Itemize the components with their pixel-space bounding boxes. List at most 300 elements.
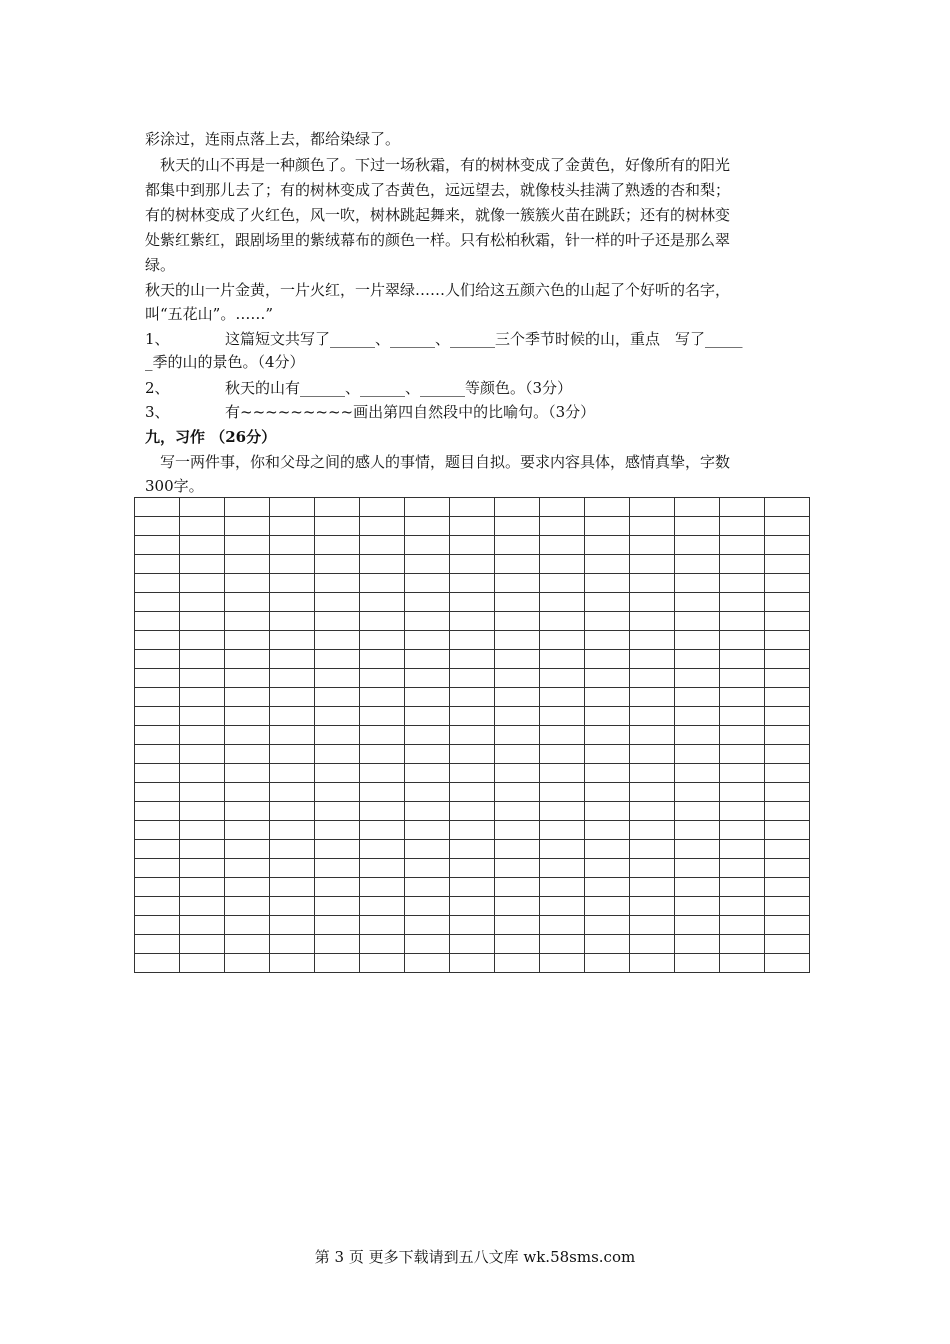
grid-cell[interactable] [450, 517, 495, 536]
grid-cell[interactable] [540, 669, 585, 688]
grid-cell[interactable] [720, 897, 765, 916]
grid-cell[interactable] [180, 669, 225, 688]
grid-cell[interactable] [135, 878, 180, 897]
grid-cell[interactable] [180, 574, 225, 593]
grid-cell[interactable] [585, 802, 630, 821]
grid-cell[interactable] [180, 783, 225, 802]
grid-cell[interactable] [225, 840, 270, 859]
grid-cell[interactable] [270, 878, 315, 897]
grid-cell[interactable] [225, 631, 270, 650]
grid-cell[interactable] [135, 593, 180, 612]
grid-cell[interactable] [315, 802, 360, 821]
grid-cell[interactable] [270, 707, 315, 726]
grid-cell[interactable] [765, 859, 810, 878]
grid-cell[interactable] [585, 783, 630, 802]
grid-cell[interactable] [225, 498, 270, 517]
grid-cell[interactable] [675, 650, 720, 669]
grid-cell[interactable] [180, 536, 225, 555]
grid-cell[interactable] [315, 707, 360, 726]
grid-cell[interactable] [540, 802, 585, 821]
grid-cell[interactable] [315, 897, 360, 916]
grid-cell[interactable] [540, 536, 585, 555]
grid-cell[interactable] [765, 745, 810, 764]
grid-cell[interactable] [675, 612, 720, 631]
grid-cell[interactable] [135, 916, 180, 935]
grid-cell[interactable] [630, 631, 675, 650]
grid-cell[interactable] [135, 764, 180, 783]
grid-cell[interactable] [450, 574, 495, 593]
grid-cell[interactable] [585, 650, 630, 669]
grid-cell[interactable] [405, 707, 450, 726]
grid-cell[interactable] [315, 517, 360, 536]
grid-cell[interactable] [135, 821, 180, 840]
grid-cell[interactable] [585, 498, 630, 517]
grid-cell[interactable] [495, 517, 540, 536]
grid-cell[interactable] [675, 688, 720, 707]
grid-cell[interactable] [360, 631, 405, 650]
grid-cell[interactable] [225, 954, 270, 973]
grid-cell[interactable] [585, 612, 630, 631]
grid-cell[interactable] [225, 536, 270, 555]
grid-cell[interactable] [765, 593, 810, 612]
grid-cell[interactable] [360, 783, 405, 802]
grid-cell[interactable] [270, 593, 315, 612]
grid-cell[interactable] [225, 802, 270, 821]
grid-cell[interactable] [225, 878, 270, 897]
grid-cell[interactable] [405, 840, 450, 859]
grid-cell[interactable] [720, 859, 765, 878]
grid-cell[interactable] [225, 688, 270, 707]
grid-cell[interactable] [540, 764, 585, 783]
grid-cell[interactable] [450, 555, 495, 574]
grid-cell[interactable] [315, 726, 360, 745]
grid-cell[interactable] [720, 688, 765, 707]
grid-cell[interactable] [630, 821, 675, 840]
grid-cell[interactable] [405, 764, 450, 783]
grid-cell[interactable] [630, 555, 675, 574]
grid-cell[interactable] [180, 821, 225, 840]
grid-cell[interactable] [225, 783, 270, 802]
grid-cell[interactable] [360, 821, 405, 840]
grid-cell[interactable] [495, 726, 540, 745]
grid-cell[interactable] [675, 821, 720, 840]
grid-cell[interactable] [585, 726, 630, 745]
grid-cell[interactable] [405, 574, 450, 593]
grid-cell[interactable] [270, 536, 315, 555]
grid-cell[interactable] [540, 840, 585, 859]
grid-cell[interactable] [135, 859, 180, 878]
grid-cell[interactable] [450, 764, 495, 783]
grid-cell[interactable] [495, 498, 540, 517]
grid-cell[interactable] [225, 859, 270, 878]
grid-cell[interactable] [540, 897, 585, 916]
grid-cell[interactable] [135, 840, 180, 859]
grid-cell[interactable] [180, 802, 225, 821]
grid-cell[interactable] [720, 574, 765, 593]
grid-cell[interactable] [315, 764, 360, 783]
grid-cell[interactable] [495, 555, 540, 574]
grid-cell[interactable] [540, 916, 585, 935]
grid-cell[interactable] [540, 574, 585, 593]
grid-cell[interactable] [270, 897, 315, 916]
grid-cell[interactable] [180, 916, 225, 935]
grid-cell[interactable] [315, 650, 360, 669]
grid-cell[interactable] [405, 669, 450, 688]
grid-cell[interactable] [180, 878, 225, 897]
grid-cell[interactable] [405, 650, 450, 669]
grid-cell[interactable] [270, 840, 315, 859]
grid-cell[interactable] [675, 935, 720, 954]
grid-cell[interactable] [135, 536, 180, 555]
grid-cell[interactable] [450, 688, 495, 707]
grid-cell[interactable] [585, 764, 630, 783]
grid-cell[interactable] [585, 897, 630, 916]
grid-cell[interactable] [720, 707, 765, 726]
grid-cell[interactable] [270, 669, 315, 688]
grid-cell[interactable] [675, 631, 720, 650]
grid-cell[interactable] [360, 954, 405, 973]
grid-cell[interactable] [270, 574, 315, 593]
grid-cell[interactable] [270, 650, 315, 669]
grid-cell[interactable] [225, 650, 270, 669]
grid-cell[interactable] [540, 612, 585, 631]
grid-cell[interactable] [765, 726, 810, 745]
grid-cell[interactable] [315, 574, 360, 593]
grid-cell[interactable] [585, 555, 630, 574]
grid-cell[interactable] [405, 688, 450, 707]
grid-cell[interactable] [225, 821, 270, 840]
grid-cell[interactable] [585, 517, 630, 536]
grid-cell[interactable] [270, 783, 315, 802]
grid-cell[interactable] [765, 802, 810, 821]
grid-cell[interactable] [765, 574, 810, 593]
grid-cell[interactable] [315, 688, 360, 707]
grid-cell[interactable] [675, 669, 720, 688]
grid-cell[interactable] [405, 517, 450, 536]
grid-cell[interactable] [495, 593, 540, 612]
grid-cell[interactable] [630, 935, 675, 954]
grid-cell[interactable] [315, 878, 360, 897]
grid-cell[interactable] [630, 859, 675, 878]
grid-cell[interactable] [450, 669, 495, 688]
grid-cell[interactable] [630, 897, 675, 916]
grid-cell[interactable] [225, 764, 270, 783]
grid-cell[interactable] [450, 954, 495, 973]
grid-cell[interactable] [540, 745, 585, 764]
grid-cell[interactable] [270, 821, 315, 840]
grid-cell[interactable] [360, 745, 405, 764]
grid-cell[interactable] [450, 707, 495, 726]
grid-cell[interactable] [540, 517, 585, 536]
grid-cell[interactable] [450, 726, 495, 745]
grid-cell[interactable] [540, 707, 585, 726]
grid-cell[interactable] [495, 707, 540, 726]
grid-cell[interactable] [405, 878, 450, 897]
grid-cell[interactable] [315, 840, 360, 859]
grid-cell[interactable] [540, 555, 585, 574]
grid-cell[interactable] [630, 536, 675, 555]
grid-cell[interactable] [135, 517, 180, 536]
grid-cell[interactable] [675, 878, 720, 897]
grid-cell[interactable] [270, 517, 315, 536]
grid-cell[interactable] [675, 802, 720, 821]
grid-cell[interactable] [315, 612, 360, 631]
grid-cell[interactable] [720, 650, 765, 669]
grid-cell[interactable] [225, 916, 270, 935]
grid-cell[interactable] [360, 669, 405, 688]
grid-cell[interactable] [405, 745, 450, 764]
grid-cell[interactable] [540, 631, 585, 650]
grid-cell[interactable] [630, 878, 675, 897]
grid-cell[interactable] [270, 498, 315, 517]
grid-cell[interactable] [495, 878, 540, 897]
grid-cell[interactable] [315, 555, 360, 574]
grid-cell[interactable] [675, 593, 720, 612]
grid-cell[interactable] [765, 821, 810, 840]
grid-cell[interactable] [675, 840, 720, 859]
grid-cell[interactable] [585, 878, 630, 897]
grid-cell[interactable] [405, 631, 450, 650]
grid-cell[interactable] [585, 631, 630, 650]
grid-cell[interactable] [630, 840, 675, 859]
grid-cell[interactable] [630, 707, 675, 726]
grid-cell[interactable] [180, 859, 225, 878]
grid-cell[interactable] [675, 783, 720, 802]
grid-cell[interactable] [360, 555, 405, 574]
grid-cell[interactable] [270, 555, 315, 574]
grid-cell[interactable] [360, 574, 405, 593]
grid-cell[interactable] [540, 498, 585, 517]
grid-cell[interactable] [315, 935, 360, 954]
grid-cell[interactable] [675, 859, 720, 878]
grid-cell[interactable] [225, 726, 270, 745]
grid-cell[interactable] [360, 498, 405, 517]
grid-cell[interactable] [180, 612, 225, 631]
grid-cell[interactable] [405, 612, 450, 631]
grid-cell[interactable] [225, 745, 270, 764]
grid-cell[interactable] [495, 802, 540, 821]
grid-cell[interactable] [765, 498, 810, 517]
grid-cell[interactable] [270, 745, 315, 764]
grid-cell[interactable] [135, 612, 180, 631]
grid-cell[interactable] [180, 726, 225, 745]
grid-cell[interactable] [360, 536, 405, 555]
grid-cell[interactable] [765, 840, 810, 859]
grid-cell[interactable] [495, 764, 540, 783]
grid-cell[interactable] [450, 821, 495, 840]
grid-cell[interactable] [135, 897, 180, 916]
grid-cell[interactable] [585, 593, 630, 612]
grid-cell[interactable] [315, 669, 360, 688]
grid-cell[interactable] [315, 954, 360, 973]
grid-cell[interactable] [765, 897, 810, 916]
grid-cell[interactable] [675, 916, 720, 935]
grid-cell[interactable] [225, 574, 270, 593]
grid-cell[interactable] [720, 612, 765, 631]
grid-cell[interactable] [495, 745, 540, 764]
grid-cell[interactable] [180, 517, 225, 536]
grid-cell[interactable] [720, 517, 765, 536]
grid-cell[interactable] [360, 859, 405, 878]
grid-cell[interactable] [315, 821, 360, 840]
grid-cell[interactable] [360, 802, 405, 821]
grid-cell[interactable] [405, 555, 450, 574]
grid-cell[interactable] [405, 783, 450, 802]
grid-cell[interactable] [180, 631, 225, 650]
grid-cell[interactable] [360, 764, 405, 783]
grid-cell[interactable] [360, 897, 405, 916]
grid-cell[interactable] [270, 612, 315, 631]
grid-cell[interactable] [315, 745, 360, 764]
grid-cell[interactable] [180, 650, 225, 669]
grid-cell[interactable] [765, 935, 810, 954]
grid-cell[interactable] [180, 593, 225, 612]
grid-cell[interactable] [450, 650, 495, 669]
grid-cell[interactable] [630, 650, 675, 669]
grid-cell[interactable] [225, 935, 270, 954]
grid-cell[interactable] [720, 935, 765, 954]
grid-cell[interactable] [675, 555, 720, 574]
grid-cell[interactable] [765, 688, 810, 707]
grid-cell[interactable] [360, 650, 405, 669]
grid-cell[interactable] [720, 498, 765, 517]
grid-cell[interactable] [405, 916, 450, 935]
grid-cell[interactable] [540, 935, 585, 954]
grid-cell[interactable] [225, 517, 270, 536]
grid-cell[interactable] [450, 935, 495, 954]
grid-cell[interactable] [180, 745, 225, 764]
grid-cell[interactable] [540, 726, 585, 745]
grid-cell[interactable] [270, 916, 315, 935]
grid-cell[interactable] [585, 859, 630, 878]
grid-cell[interactable] [585, 688, 630, 707]
grid-cell[interactable] [360, 707, 405, 726]
grid-cell[interactable] [180, 935, 225, 954]
grid-cell[interactable] [630, 517, 675, 536]
grid-cell[interactable] [315, 631, 360, 650]
grid-cell[interactable] [450, 916, 495, 935]
grid-cell[interactable] [495, 916, 540, 935]
grid-cell[interactable] [720, 764, 765, 783]
grid-cell[interactable] [630, 764, 675, 783]
grid-cell[interactable] [720, 878, 765, 897]
grid-cell[interactable] [495, 840, 540, 859]
grid-cell[interactable] [405, 802, 450, 821]
grid-cell[interactable] [675, 517, 720, 536]
grid-cell[interactable] [450, 878, 495, 897]
grid-cell[interactable] [765, 783, 810, 802]
grid-cell[interactable] [360, 517, 405, 536]
grid-cell[interactable] [450, 802, 495, 821]
grid-cell[interactable] [225, 612, 270, 631]
grid-cell[interactable] [585, 821, 630, 840]
grid-cell[interactable] [720, 783, 765, 802]
grid-cell[interactable] [630, 802, 675, 821]
grid-cell[interactable] [180, 555, 225, 574]
grid-cell[interactable] [675, 897, 720, 916]
grid-cell[interactable] [495, 821, 540, 840]
grid-cell[interactable] [360, 726, 405, 745]
grid-cell[interactable] [450, 498, 495, 517]
grid-cell[interactable] [630, 593, 675, 612]
grid-cell[interactable] [720, 802, 765, 821]
grid-cell[interactable] [765, 650, 810, 669]
grid-cell[interactable] [765, 954, 810, 973]
grid-cell[interactable] [495, 688, 540, 707]
grid-cell[interactable] [405, 935, 450, 954]
grid-cell[interactable] [765, 707, 810, 726]
grid-cell[interactable] [405, 954, 450, 973]
grid-cell[interactable] [315, 859, 360, 878]
grid-cell[interactable] [180, 498, 225, 517]
grid-cell[interactable] [765, 555, 810, 574]
grid-cell[interactable] [765, 517, 810, 536]
grid-cell[interactable] [675, 707, 720, 726]
grid-cell[interactable] [135, 802, 180, 821]
grid-cell[interactable] [540, 859, 585, 878]
grid-cell[interactable] [135, 935, 180, 954]
grid-cell[interactable] [315, 498, 360, 517]
grid-cell[interactable] [405, 726, 450, 745]
grid-cell[interactable] [540, 878, 585, 897]
grid-cell[interactable] [765, 631, 810, 650]
grid-cell[interactable] [180, 764, 225, 783]
grid-cell[interactable] [405, 498, 450, 517]
grid-cell[interactable] [360, 612, 405, 631]
grid-cell[interactable] [450, 631, 495, 650]
grid-cell[interactable] [765, 669, 810, 688]
grid-cell[interactable] [585, 707, 630, 726]
grid-cell[interactable] [540, 650, 585, 669]
grid-cell[interactable] [585, 935, 630, 954]
grid-cell[interactable] [630, 726, 675, 745]
grid-cell[interactable] [720, 954, 765, 973]
grid-cell[interactable] [630, 745, 675, 764]
grid-cell[interactable] [405, 593, 450, 612]
grid-cell[interactable] [135, 745, 180, 764]
grid-cell[interactable] [675, 536, 720, 555]
grid-cell[interactable] [495, 783, 540, 802]
grid-cell[interactable] [360, 878, 405, 897]
grid-cell[interactable] [765, 764, 810, 783]
grid-cell[interactable] [540, 821, 585, 840]
grid-cell[interactable] [360, 593, 405, 612]
grid-cell[interactable] [180, 707, 225, 726]
grid-cell[interactable] [360, 916, 405, 935]
grid-cell[interactable] [495, 954, 540, 973]
grid-cell[interactable] [495, 631, 540, 650]
grid-cell[interactable] [270, 688, 315, 707]
grid-cell[interactable] [405, 536, 450, 555]
grid-cell[interactable] [315, 783, 360, 802]
grid-cell[interactable] [585, 840, 630, 859]
grid-cell[interactable] [675, 498, 720, 517]
grid-cell[interactable] [540, 954, 585, 973]
grid-cell[interactable] [360, 688, 405, 707]
grid-cell[interactable] [630, 688, 675, 707]
grid-cell[interactable] [585, 745, 630, 764]
grid-cell[interactable] [360, 935, 405, 954]
grid-cell[interactable] [675, 574, 720, 593]
grid-cell[interactable] [450, 783, 495, 802]
grid-cell[interactable] [495, 669, 540, 688]
grid-cell[interactable] [405, 821, 450, 840]
grid-cell[interactable] [585, 536, 630, 555]
grid-cell[interactable] [270, 764, 315, 783]
grid-cell[interactable] [225, 669, 270, 688]
grid-cell[interactable] [135, 783, 180, 802]
grid-cell[interactable] [765, 916, 810, 935]
